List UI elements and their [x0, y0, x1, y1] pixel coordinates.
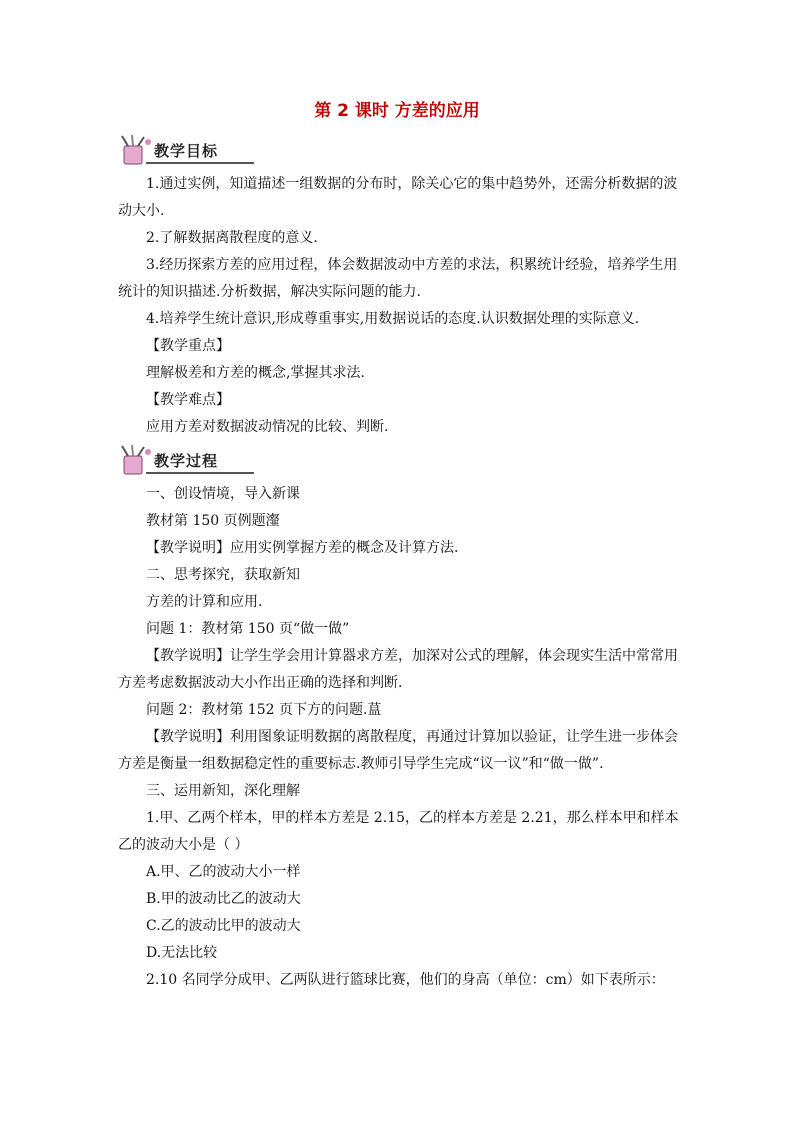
page-title: 第 2 课时 方差的应用 [314, 101, 480, 121]
text-line: 教材第 150 页例题瀣 [146, 513, 280, 529]
text-line: 二、思考探究，获取新知 [146, 567, 300, 583]
text-line: 问题 1：教材第 150 页“做一做” [146, 621, 350, 637]
text-line: 4.培养学生统计意识,形成尊重事实,用数据说话的态度.认识数据处理的实际意义. [146, 311, 640, 327]
text-line: 1.通过实例，知道描述一组数据的分布时，除关心它的集中趋势外，还需分析数据的波 [146, 176, 678, 192]
text-line: A.甲、乙的波动大小一样 [146, 864, 301, 880]
text-line: 统计的知识描述.分析数据，解决实际问题的能力. [118, 284, 421, 300]
text-line: 动大小. [118, 203, 165, 219]
text-line: B.甲的波动比乙的波动大 [146, 891, 301, 907]
text-line: 【教学说明】应用实例掌握方差的概念及计算方法. [146, 540, 459, 556]
text-line: 2.10 名同学分成甲、乙两队进行篮球比赛，他们的身高（单位：cm）如下表所示： [146, 972, 665, 988]
text-line: 理解极差和方差的概念,掌握其求法. [146, 365, 365, 381]
text-line: 方差考虑数据波动大小作出正确的选择和判断. [118, 675, 403, 691]
section-header-objectives [118, 134, 258, 166]
text-line: 问题 2：教材第 152 页下方的问题.蒀 [146, 702, 382, 718]
section-label: 教学过程 [154, 452, 219, 470]
section-label: 教学目标 [154, 142, 219, 160]
text-line: 【教学说明】让学生学会用计算器求方差，加深对公式的理解，体会现实生活中常常用 [146, 648, 678, 664]
text-line: 1.甲、乙两个样本，甲的样本方差是 2.15，乙的样本方差是 2.21，那么样本甲和样本 [146, 810, 679, 826]
text-line: 3.经历探索方差的应用过程，体会数据波动中方差的求法，积累统计经验，培养学生用 [146, 257, 678, 273]
text-line: 【教学难点】 [146, 392, 230, 408]
text-line: D.无法比较 [146, 945, 218, 961]
text-line: 乙的波动大小是（ ） [118, 837, 249, 853]
text-line: 【教学重点】 [146, 338, 230, 354]
section-header-process [118, 444, 258, 476]
text-line: C.乙的波动比甲的波动大 [146, 918, 301, 934]
text-line: 【教学说明】利用图象证明数据的离散程度，再通过计算加以验证，让学生进一步体会 [146, 729, 678, 745]
text-line: 2.了解数据离散程度的意义. [146, 230, 318, 246]
text-line: 方差是衡量一组数据稳定性的重要标志.教师引导学生完成“议一议”和“做一做”. [118, 756, 604, 772]
text-line: 方差的计算和应用. [146, 594, 263, 610]
text-line: 一、创设情境，导入新课 [146, 486, 300, 502]
text-line: 应用方差对数据波动情况的比较、判断. [146, 419, 389, 435]
text-line: 三、运用新知，深化理解 [146, 783, 300, 799]
